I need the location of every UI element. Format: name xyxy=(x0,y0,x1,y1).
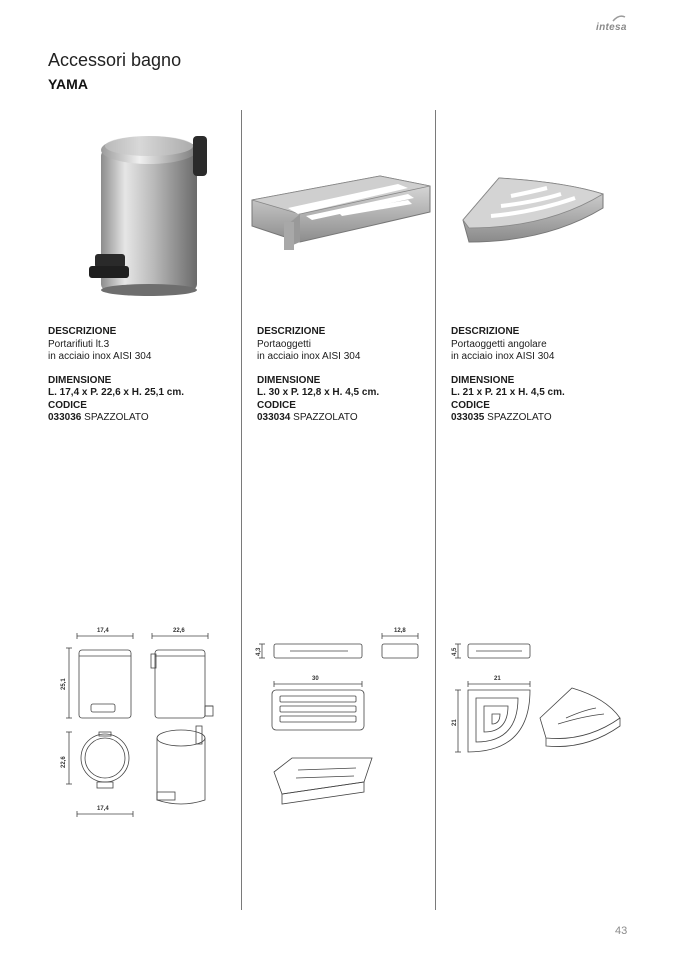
product-code: 033035 xyxy=(451,412,485,423)
dim-depth-side: 22,6 xyxy=(173,628,185,634)
code-heading: CODICE xyxy=(257,399,296,411)
column-divider xyxy=(435,110,436,910)
product-info-1 xyxy=(48,326,184,425)
product-code: 033034 xyxy=(257,412,291,423)
dim-height: 4,5 xyxy=(452,647,458,656)
waste-bin-photo xyxy=(85,120,225,300)
dimension-value: L. 17,4 x P. 22,6 x H. 25,1 cm. xyxy=(48,387,185,398)
description-line: Portarifiuti lt.3 xyxy=(48,338,110,350)
description-line: in acciaio inox AISI 304 xyxy=(48,351,152,362)
dimension-heading: DIMENSIONE xyxy=(451,374,515,386)
dim-depth-top: 22,6 xyxy=(61,756,67,768)
description-line: Portaoggetti xyxy=(257,338,311,350)
finish: SPAZZOLATO xyxy=(293,412,358,423)
dim-height: 4,3 xyxy=(256,647,262,656)
page-title: Accessori bagno xyxy=(48,50,182,70)
description-line: Portaoggetti angolare xyxy=(451,338,547,350)
dim-height: 25,1 xyxy=(61,678,67,690)
dimension-heading: DIMENSIONE xyxy=(257,374,321,386)
finish: SPAZZOLATO xyxy=(84,412,149,423)
code-heading: CODICE xyxy=(451,399,490,411)
dim-depth: 21 xyxy=(452,719,458,726)
description-heading: DESCRIZIONE xyxy=(257,326,326,337)
description-line: in acciaio inox AISI 304 xyxy=(257,351,361,362)
product-info-2 xyxy=(257,326,379,425)
dimension-heading: DIMENSIONE xyxy=(48,374,112,386)
column-divider xyxy=(241,110,242,910)
description-heading: DESCRIZIONE xyxy=(48,326,117,337)
dim-width: 21 xyxy=(494,676,501,682)
brand-swoosh-icon xyxy=(612,14,626,22)
page-number: 43 xyxy=(615,925,628,937)
dim-depth: 12,8 xyxy=(394,628,406,634)
shelf-basket-drawings xyxy=(252,622,427,807)
description-heading: DESCRIZIONE xyxy=(451,326,520,337)
description-line: in acciaio inox AISI 304 xyxy=(451,351,555,362)
dimension-value: L. 30 x P. 12,8 x H. 4,5 cm. xyxy=(257,387,380,398)
code-heading: CODICE xyxy=(48,399,87,411)
dim-width-front: 17,4 xyxy=(97,628,109,634)
product-code: 033036 xyxy=(48,412,82,423)
dim-width-top: 17,4 xyxy=(97,806,109,812)
collection-name: YAMA xyxy=(48,76,88,92)
shelf-basket-photo xyxy=(248,168,433,258)
corner-shelf-drawings xyxy=(446,622,626,762)
finish: SPAZZOLATO xyxy=(487,412,552,423)
brand-logo: intesa xyxy=(596,22,627,33)
corner-shelf-photo xyxy=(455,172,607,248)
dim-width: 30 xyxy=(312,676,319,682)
waste-bin-drawings xyxy=(55,622,225,827)
dimension-value: L. 21 x P. 21 x H. 4,5 cm. xyxy=(451,387,565,398)
product-info-3 xyxy=(451,326,565,425)
